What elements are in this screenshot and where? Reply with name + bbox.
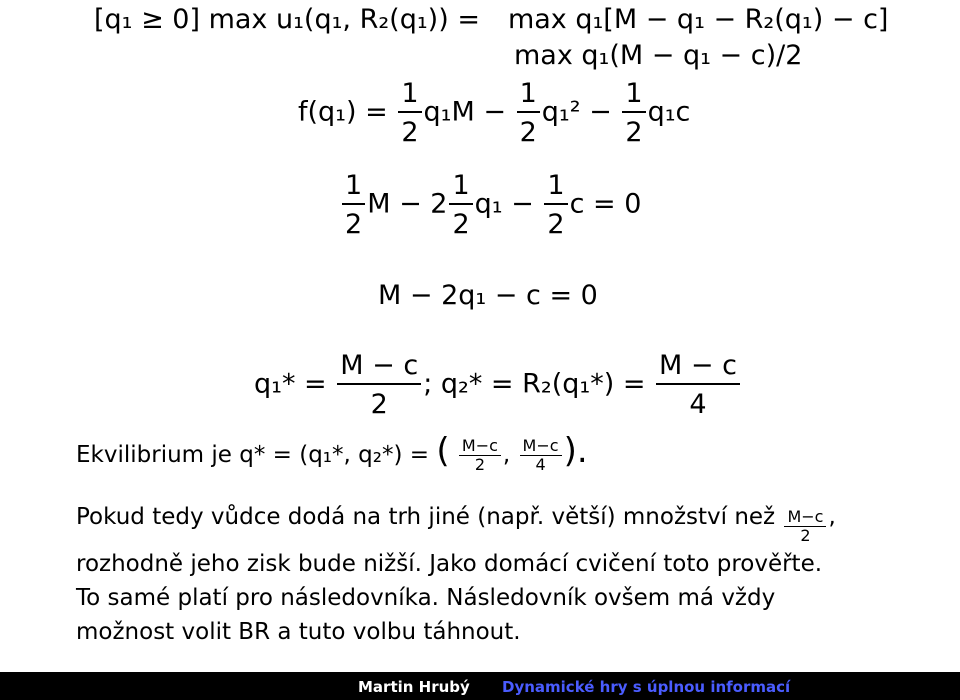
fraction-m-minus-c-over-4-small bbox=[520, 438, 562, 473]
equation-line-5 bbox=[378, 282, 598, 309]
paragraph-line-3: To samé platí pro následovníka. Následovník ovšem má vždy bbox=[76, 585, 776, 611]
fraction-half bbox=[622, 80, 645, 146]
close-paren: ). bbox=[563, 431, 588, 471]
numerator: 1 bbox=[398, 80, 421, 113]
fraction-m-minus-c-over-2-small bbox=[459, 438, 501, 473]
numerator: 1 bbox=[342, 172, 365, 205]
equilibrium-prefix: Ekvilibrium je q* = (q₁*, q₂*) = bbox=[76, 442, 437, 468]
paragraph-line-1-comma: , bbox=[828, 504, 836, 530]
numerator: 1 bbox=[622, 80, 645, 113]
equation-line-1-lhs: [q₁ ≥ 0] max u₁(q₁, R₂(q₁)) = bbox=[94, 4, 480, 35]
denominator: 2 bbox=[370, 389, 388, 420]
fraction-m-minus-c-over-2-inline bbox=[784, 509, 826, 544]
comma: , bbox=[502, 442, 511, 468]
fraction-half bbox=[544, 172, 567, 238]
term-2: q₁² − bbox=[541, 96, 612, 128]
numerator: M−c bbox=[459, 438, 501, 456]
q2-star-expression: ; q₂* = R₂(q₁*) = bbox=[423, 368, 646, 400]
fraction-half bbox=[517, 80, 540, 146]
term-3: c = 0 bbox=[569, 188, 642, 220]
equation-line-2-text: max q₁(M − q₁ − c)/2 bbox=[514, 40, 803, 71]
denominator: 2 bbox=[345, 209, 363, 240]
equation-line-3 bbox=[298, 80, 690, 146]
term-3: q₁c bbox=[647, 96, 691, 128]
equation-line-1-rhs: max q₁[M − q₁ − R₂(q₁) − c] bbox=[507, 4, 889, 35]
paragraph-line-1-text: Pokud tedy vůdce dodá na trh jiné (např. větší) množství než bbox=[76, 504, 776, 530]
footer-author: Martin Hrubý bbox=[358, 678, 470, 696]
denominator: 2 bbox=[800, 526, 811, 545]
footer-bar bbox=[0, 672, 960, 700]
fraction-m-minus-c-over-4 bbox=[656, 352, 740, 418]
fraction-half bbox=[449, 172, 472, 238]
q1-star-label: q₁* = bbox=[254, 368, 327, 400]
numerator: 1 bbox=[517, 80, 540, 113]
fraction-half bbox=[398, 80, 421, 146]
f-label: f(q₁) = bbox=[298, 96, 388, 128]
numerator: M − c bbox=[337, 352, 421, 385]
numerator: 1 bbox=[449, 172, 472, 205]
denominator: 2 bbox=[625, 117, 643, 148]
equation-line-6 bbox=[254, 352, 742, 418]
numerator: 1 bbox=[544, 172, 567, 205]
open-paren: ( bbox=[436, 431, 450, 471]
footer-title: Dynamické hry s úplnou informací bbox=[502, 678, 791, 696]
denominator: 4 bbox=[689, 389, 707, 420]
denominator: 2 bbox=[519, 117, 537, 148]
equation-line-1 bbox=[94, 6, 888, 33]
numerator: M−c bbox=[784, 509, 826, 527]
equation-line-5-text: M − 2q₁ − c = 0 bbox=[378, 280, 598, 311]
equation-line-2 bbox=[514, 42, 802, 69]
equilibrium-line bbox=[76, 431, 588, 474]
paragraph-line-2: rozhodně jeho zisk bude nižší. Jako domácí cvičení toto prověřte. bbox=[76, 551, 823, 577]
paragraph-line-4: možnost volit BR a tuto volbu táhnout. bbox=[76, 619, 521, 645]
denominator: 2 bbox=[547, 209, 565, 240]
denominator: 4 bbox=[535, 455, 546, 474]
denominator: 2 bbox=[401, 117, 419, 148]
term-1: M − 2 bbox=[367, 188, 448, 220]
fraction-m-minus-c-over-2 bbox=[337, 352, 421, 418]
denominator: 2 bbox=[474, 455, 485, 474]
term-1: q₁M − bbox=[423, 96, 506, 128]
equation-line-4 bbox=[340, 172, 641, 238]
paragraph-line-1 bbox=[76, 506, 836, 544]
numerator: M − c bbox=[656, 352, 740, 385]
fraction-half bbox=[342, 172, 365, 238]
numerator: M−c bbox=[520, 438, 562, 456]
denominator: 2 bbox=[452, 209, 470, 240]
term-2: q₁ − bbox=[474, 188, 534, 220]
